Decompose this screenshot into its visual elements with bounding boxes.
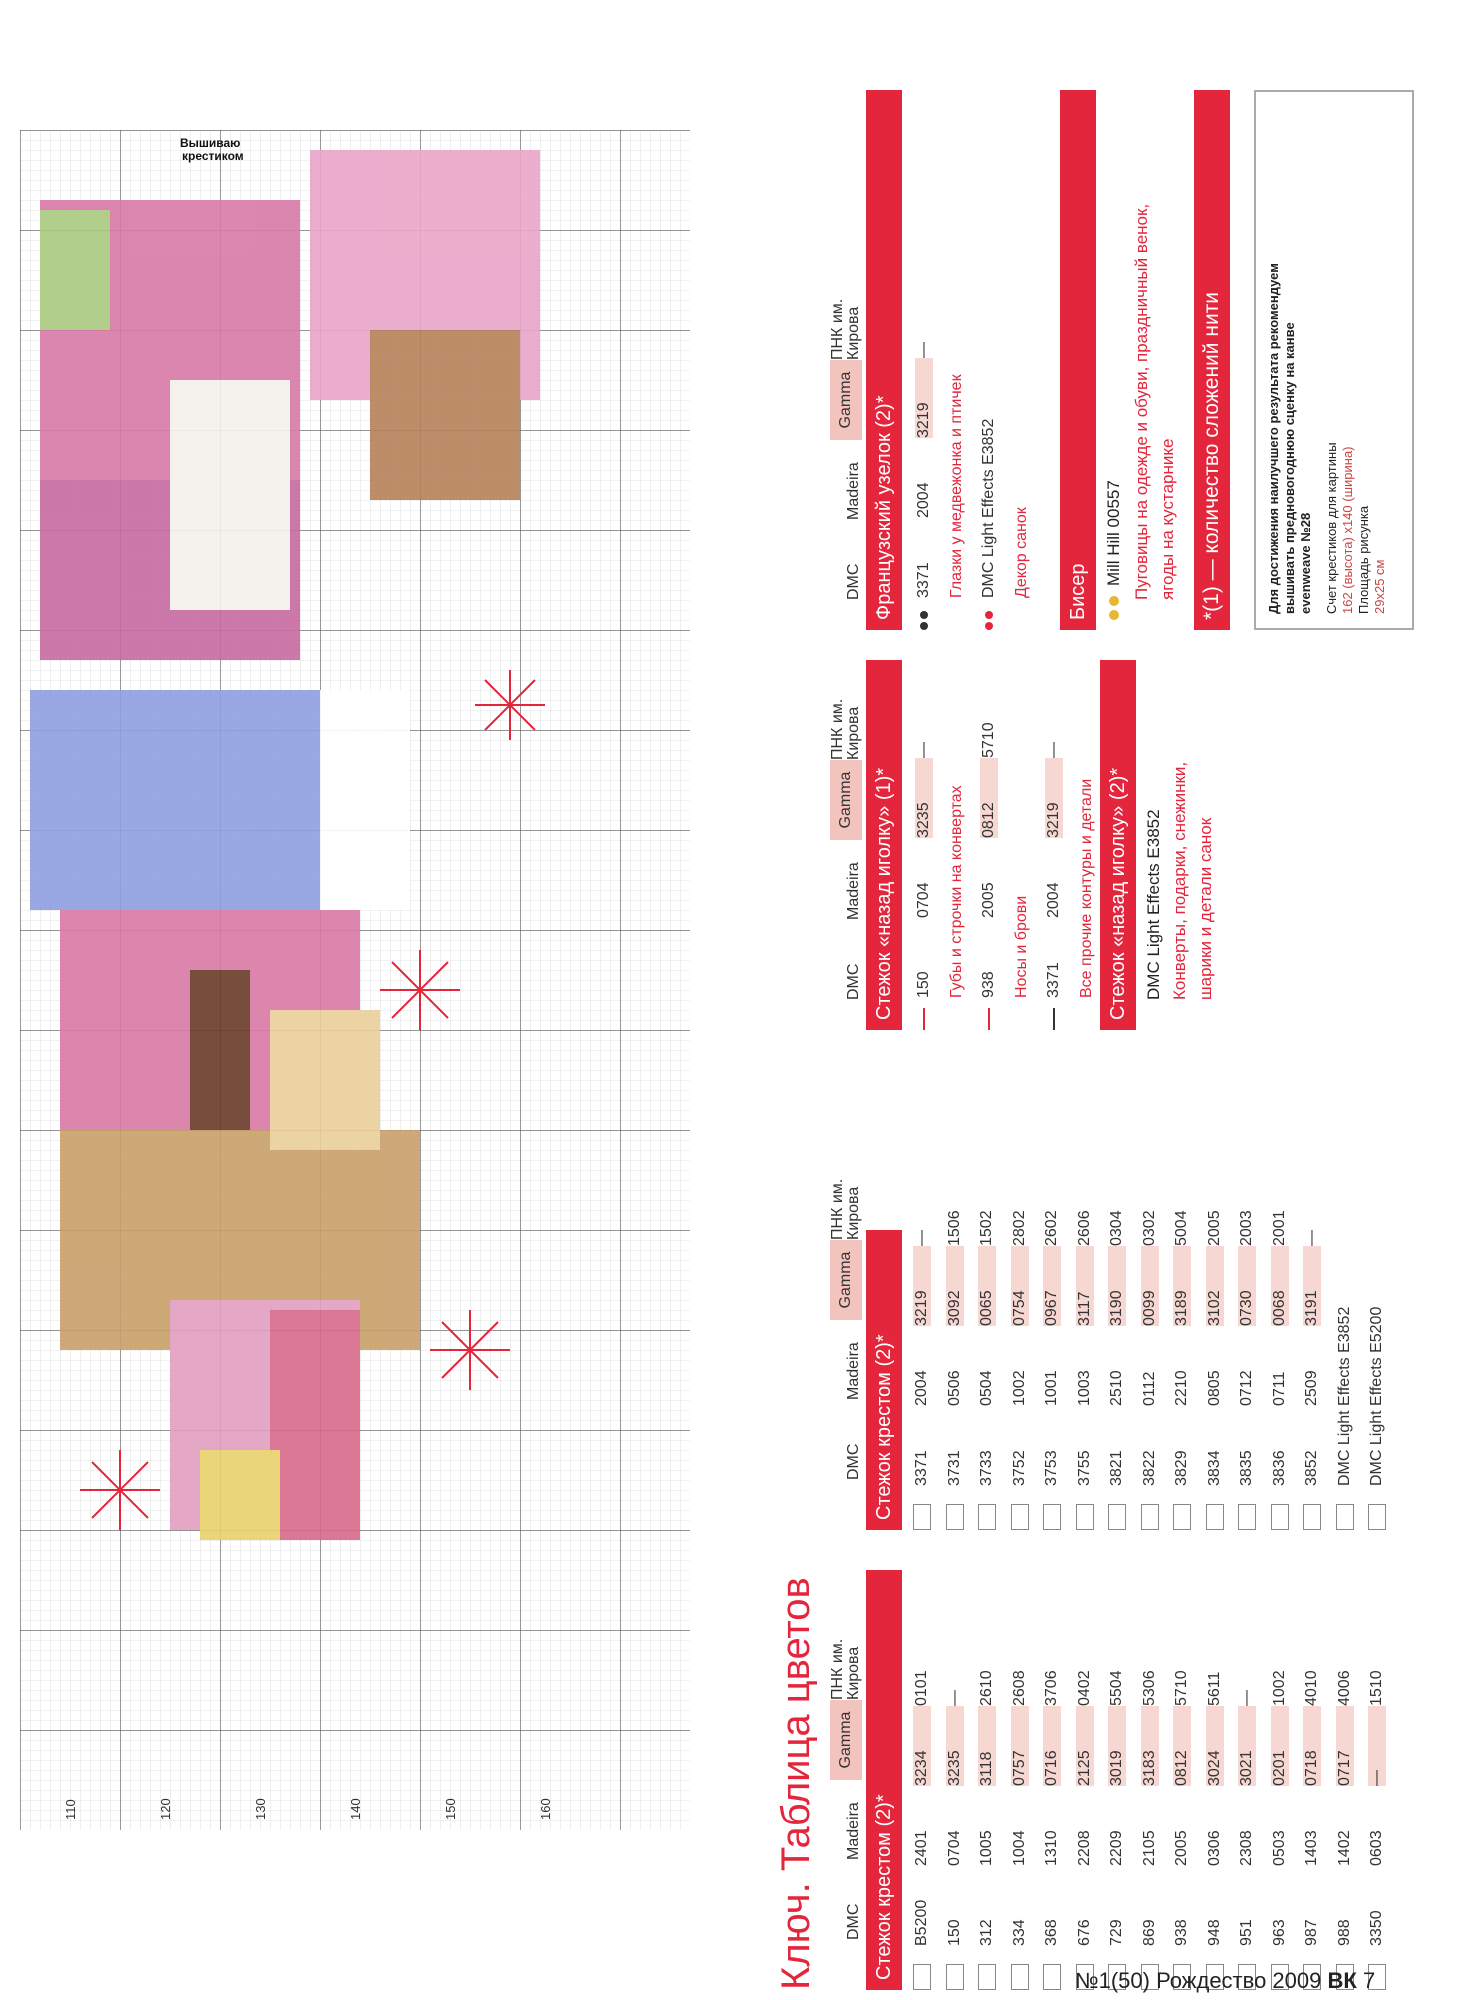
thread-code: 2105 (1140, 1830, 1158, 1866)
thread-code: 3834 (1205, 1450, 1223, 1486)
thread-code: 1510 (1368, 1670, 1386, 1706)
thread-code: 3191 (1303, 1246, 1321, 1326)
column-headers-4: DMC Madeira Gamma ПНК им. Кирова (829, 298, 862, 600)
thread-code: 2208 (1075, 1830, 1093, 1866)
stitch-line-icon (923, 1008, 925, 1030)
thread-code: 0304 (1108, 1210, 1126, 1246)
thread-code: 1502 (978, 1210, 996, 1246)
stitch-row (973, 278, 1006, 630)
row-number-label: 160 (538, 1798, 553, 1820)
stitch-symbol-icon (1336, 1504, 1354, 1530)
stitch-description: Декор санок (1012, 507, 1030, 598)
thread-code: 3019 (1108, 1706, 1126, 1786)
stitch-symbol-icon (1141, 1504, 1159, 1530)
knot-dot-icon (915, 608, 933, 630)
stitch-row (1038, 678, 1071, 1030)
thread-code: 3836 (1270, 1450, 1288, 1486)
thread-code: 3371 (915, 562, 933, 598)
thread-code: 3219 (915, 358, 933, 438)
color-row (1069, 1166, 1102, 1530)
cross-stitch-right-table (906, 1166, 1394, 1530)
stitch-symbol-icon (1368, 1504, 1386, 1530)
thread-code: 2606 (1075, 1210, 1093, 1246)
thread-code: 0712 (1238, 1370, 1256, 1406)
thread-code: 2001 (1270, 1210, 1288, 1246)
thread-code: 0603 (1368, 1830, 1386, 1866)
stitch-symbol-icon (1011, 1504, 1029, 1530)
thread-code: 938 (980, 971, 998, 998)
beads-desc1: Пуговицы на одежде и обуви, праздничный венок, (1132, 203, 1151, 600)
stitch-row (908, 678, 941, 1030)
thread-code: 987 (1303, 1919, 1321, 1946)
thread-code: 150 (915, 971, 933, 998)
stitch-symbol-icon (978, 1964, 996, 1990)
thread-code: B5200 (913, 1899, 931, 1946)
thread-code: 3024 (1206, 1706, 1224, 1786)
thread-code: 0402 (1075, 1670, 1093, 1706)
row-number-label: 130 (253, 1798, 268, 1820)
color-key (770, 70, 1460, 1990)
thread-code: 0812 (1173, 1706, 1191, 1786)
stitch-line-icon (988, 1008, 990, 1030)
thread-code: 0306 (1205, 1830, 1223, 1866)
thread-code: 1310 (1043, 1830, 1061, 1866)
color-row (1296, 1166, 1329, 1530)
logo-line2: крестиком (182, 149, 244, 163)
row-number-label: 120 (158, 1798, 173, 1820)
thread-code: — (1238, 1690, 1256, 1706)
color-row (1101, 1626, 1134, 1990)
thread-code: 3822 (1140, 1450, 1158, 1486)
color-row (1199, 1166, 1232, 1530)
thread-name: DMC Light Effects E3852 (980, 418, 998, 598)
thread-code: 0716 (1043, 1706, 1061, 1786)
thread-code: — (913, 1230, 931, 1246)
stitch-description: Все прочие контуры и детали (1077, 778, 1095, 998)
thread-code: 3350 (1368, 1910, 1386, 1946)
thread-code: 0704 (945, 1830, 963, 1866)
thread-name: DMC Light Effects E3852 (1335, 1306, 1353, 1486)
color-row (1296, 1626, 1329, 1990)
french-knot-table (908, 278, 1038, 630)
thread-code: 3190 (1108, 1246, 1126, 1326)
thread-code: 2005 (1205, 1210, 1223, 1246)
thread-code: 1403 (1303, 1830, 1321, 1866)
thread-code: 3371 (913, 1450, 931, 1486)
thread-code: 2608 (1010, 1670, 1028, 1706)
thread-code: 2510 (1108, 1370, 1126, 1406)
issue-label: №1(50) Рождество 2009 (1075, 1968, 1322, 1993)
thread-code: — (1303, 1230, 1321, 1246)
thread-code: 0718 (1303, 1706, 1321, 1786)
thread-code: 0112 (1140, 1371, 1158, 1406)
thread-code: 0302 (1140, 1210, 1158, 1246)
stitch-symbol-icon (1011, 1964, 1029, 1990)
color-row (1231, 1166, 1264, 1530)
thread-code: 5004 (1173, 1210, 1191, 1246)
beads-desc2: ягоды на кустарнике (1158, 438, 1177, 600)
stitch-line-icon (1053, 1008, 1055, 1030)
color-row (1036, 1626, 1069, 1990)
thread-code: 5710 (980, 722, 998, 758)
column-headers-2: DMC Madeira Gamma ПНК им. Кирова (829, 1178, 862, 1480)
color-row (971, 1166, 1004, 1530)
thread-code: 3183 (1141, 1706, 1159, 1786)
thread-code: 3371 (1045, 962, 1063, 998)
thread-code: 0101 (913, 1670, 931, 1706)
thread-code: 3733 (978, 1450, 996, 1486)
color-row (1004, 1166, 1037, 1530)
thread-code: 1005 (978, 1830, 996, 1866)
color-row (1069, 1626, 1102, 1990)
thread-code: 5611 (1205, 1671, 1223, 1706)
back-stitch-2-name: DMC Light Effects E3852 (1144, 809, 1163, 1000)
stitch-symbol-icon (913, 1504, 931, 1530)
bead-icon-2 (1109, 596, 1119, 606)
thread-code: 1002 (1270, 1670, 1288, 1706)
stitch-symbol-icon (1076, 1504, 1094, 1530)
bead-icon (1109, 610, 1119, 620)
thread-code: 1402 (1335, 1830, 1353, 1866)
color-row (1264, 1166, 1297, 1530)
thread-code: 0704 (915, 882, 933, 918)
thread-code: 2125 (1076, 1706, 1094, 1786)
thread-code: 1002 (1010, 1370, 1028, 1406)
thread-code: 0503 (1270, 1830, 1288, 1866)
stitch-symbol-icon (1238, 1504, 1256, 1530)
thread-code: 3706 (1043, 1670, 1061, 1706)
thread-code: — (1045, 742, 1063, 758)
column-headers: DMC Madeira Gamma ПНК им. Кирова (829, 1638, 862, 1940)
page-number: 7 (1362, 1968, 1376, 1993)
thread-code: — (915, 742, 933, 758)
thread-code: 3235 (915, 758, 933, 838)
color-row (1166, 1626, 1199, 1990)
brand-logo: ВК (1327, 1968, 1357, 1993)
thread-code: 5710 (1173, 1670, 1191, 1706)
threads-note-bar: *(1) — количество сложений нити (1194, 90, 1230, 630)
thread-code: 3102 (1206, 1246, 1224, 1326)
thread-code: 0754 (1011, 1246, 1029, 1326)
color-row (1329, 1626, 1362, 1990)
row-number-label: 140 (348, 1798, 363, 1820)
back-stitch-2-desc1: Конверты, подарки, снежинки, (1170, 761, 1189, 1000)
thread-code: 0711 (1270, 1371, 1288, 1406)
thread-code: 3021 (1238, 1706, 1256, 1786)
thread-code: 0730 (1238, 1246, 1256, 1326)
color-row (906, 1626, 939, 1990)
thread-code: 0504 (978, 1370, 996, 1406)
thread-code: 312 (978, 1919, 996, 1946)
french-knot-bar: Французский узелок (2)* (866, 90, 902, 630)
thread-code: 5504 (1108, 1670, 1126, 1706)
stitch-symbol-icon (946, 1964, 964, 1990)
thread-code: 4006 (1335, 1670, 1353, 1706)
thread-code: 729 (1108, 1919, 1126, 1946)
column-headers-3: DMC Madeira Gamma ПНК им. Кирова (829, 698, 862, 1000)
stitch-description: Носы и брови (1012, 895, 1030, 998)
thread-code: 963 (1270, 1919, 1288, 1946)
thread-code: 0757 (1011, 1706, 1029, 1786)
thread-code: 3219 (1045, 758, 1063, 838)
thread-code: 3235 (946, 1706, 964, 1786)
back-stitch-table (908, 678, 1103, 1030)
stitch-symbol-icon (1206, 1504, 1224, 1530)
thread-code: 2004 (1045, 882, 1063, 918)
back-stitch-2-bar: Стежок «назад иголку» (2)* (1100, 660, 1136, 1030)
thread-code: 0068 (1271, 1246, 1289, 1326)
color-row (1166, 1166, 1199, 1530)
recommendation-box: Для достижения наилучшего результата рекомендуем вышивать предновогоднюю сценку на канве evenweave №28 Счет крестиков для картины 162 (высота) х140 (ширина) Площадь рисунка 29х25 см (1254, 90, 1414, 630)
color-row (906, 1166, 939, 1530)
thread-code: 2004 (913, 1370, 931, 1406)
thread-code: 2602 (1043, 1210, 1061, 1246)
thread-code: 3755 (1075, 1450, 1093, 1486)
stitch-description: Губы и строчки на конвертах (947, 785, 965, 998)
color-row (971, 1626, 1004, 1990)
thread-code: 3234 (913, 1706, 931, 1786)
stitch-symbol-icon (1271, 1504, 1289, 1530)
thread-code: — (915, 342, 933, 358)
thread-code: 988 (1335, 1919, 1353, 1946)
color-row (1134, 1166, 1167, 1530)
thread-code: 0099 (1141, 1246, 1159, 1326)
thread-code: 2004 (915, 482, 933, 518)
stitch-symbol-icon (1108, 1504, 1126, 1530)
stitch-symbol-icon (1173, 1504, 1191, 1530)
thread-code: 3092 (946, 1246, 964, 1326)
stitch-symbol-icon (978, 1504, 996, 1530)
thread-code: 0201 (1271, 1706, 1289, 1786)
thread-code: — (945, 1690, 963, 1706)
thread-code: 948 (1205, 1919, 1223, 1946)
thread-code: — (1368, 1706, 1386, 1786)
beads-name: Mill Hill 00557 (1104, 480, 1124, 620)
thread-code: 0805 (1205, 1370, 1223, 1406)
color-row (939, 1166, 972, 1530)
thread-code: 3852 (1303, 1450, 1321, 1486)
thread-code: 2003 (1238, 1210, 1256, 1246)
thread-code: 334 (1010, 1919, 1028, 1946)
thread-code: 2610 (978, 1670, 996, 1706)
thread-code: 1001 (1043, 1370, 1061, 1406)
color-row (1004, 1626, 1037, 1990)
cross-stitch-left-table (906, 1626, 1394, 1990)
stitch-row (973, 678, 1006, 1030)
thread-code: 368 (1043, 1919, 1061, 1946)
stitch-symbol-icon (1043, 1504, 1061, 1530)
thread-code: 1003 (1075, 1370, 1093, 1406)
color-row (1264, 1626, 1297, 1990)
thread-code: 3829 (1173, 1450, 1191, 1486)
color-row (1101, 1166, 1134, 1530)
row-number-label: 110 (63, 1799, 78, 1820)
thread-code: 676 (1075, 1919, 1093, 1946)
page-footer (1075, 1968, 1375, 1994)
thread-code: 3189 (1173, 1246, 1191, 1326)
thread-code: 3118 (978, 1706, 996, 1786)
thread-code: 3752 (1010, 1450, 1028, 1486)
color-row (939, 1626, 972, 1990)
stitch-row (908, 278, 941, 630)
thread-code: 3835 (1238, 1450, 1256, 1486)
thread-code: 2209 (1108, 1830, 1126, 1866)
row-number-label: 150 (443, 1798, 458, 1820)
thread-code: 0717 (1336, 1706, 1354, 1786)
thread-code: 150 (945, 1919, 963, 1946)
thread-code: 0967 (1043, 1246, 1061, 1326)
stitch-symbol-icon (946, 1504, 964, 1530)
stitch-symbol-icon (913, 1964, 931, 1990)
thread-code: 5306 (1140, 1670, 1158, 1706)
key-title: Ключ. Таблица цветов (774, 1577, 818, 1990)
color-row (1329, 1166, 1362, 1530)
thread-code: 3731 (945, 1450, 963, 1486)
thread-code: 3821 (1108, 1450, 1126, 1486)
knot-dot-icon (980, 608, 998, 630)
thread-code: 1004 (1010, 1830, 1028, 1866)
stitch-symbol-icon (1043, 1964, 1061, 1990)
thread-code: 0065 (978, 1246, 996, 1326)
color-row (1361, 1166, 1394, 1530)
thread-code: 1506 (945, 1210, 963, 1246)
thread-code: 2401 (913, 1830, 931, 1866)
thread-code: 938 (1173, 1919, 1191, 1946)
color-row (1036, 1166, 1069, 1530)
stitch-symbol-icon (1303, 1504, 1321, 1530)
thread-name: DMC Light Effects E5200 (1368, 1306, 1386, 1486)
back-stitch-2-desc2: шарики и детали санок (1196, 817, 1215, 1000)
cross-stitch-bar: Стежок крестом (2)* (866, 1570, 902, 1990)
thread-code: 2005 (1173, 1830, 1191, 1866)
cross-stitch-bar-2: Стежок крестом (2)* (866, 1230, 902, 1530)
thread-code: 2308 (1238, 1830, 1256, 1866)
thread-code: 2802 (1010, 1210, 1028, 1246)
thread-code: 869 (1140, 1919, 1158, 1946)
stitch-description: Глазки у медвежонка и птичек (947, 374, 965, 598)
thread-code: 3753 (1043, 1450, 1061, 1486)
thread-code: 2005 (980, 882, 998, 918)
thread-code: 951 (1238, 1919, 1256, 1946)
color-row (1361, 1626, 1394, 1990)
cross-stitch-chart (20, 130, 690, 1830)
thread-code: 4010 (1303, 1670, 1321, 1706)
thread-code: 0812 (980, 758, 998, 838)
color-row (1134, 1626, 1167, 1990)
thread-code: 0506 (945, 1370, 963, 1406)
thread-code: 3117 (1076, 1246, 1094, 1326)
thread-code: 3219 (913, 1246, 931, 1326)
color-row (1199, 1626, 1232, 1990)
back-stitch-bar: Стежок «назад иголку» (1)* (866, 660, 902, 1030)
thread-code: 2509 (1303, 1370, 1321, 1406)
color-row (1231, 1626, 1264, 1990)
logo-line1: Вышиваю (180, 136, 241, 150)
thread-code: 2210 (1173, 1370, 1191, 1406)
beads-bar: Бисер (1060, 90, 1096, 630)
